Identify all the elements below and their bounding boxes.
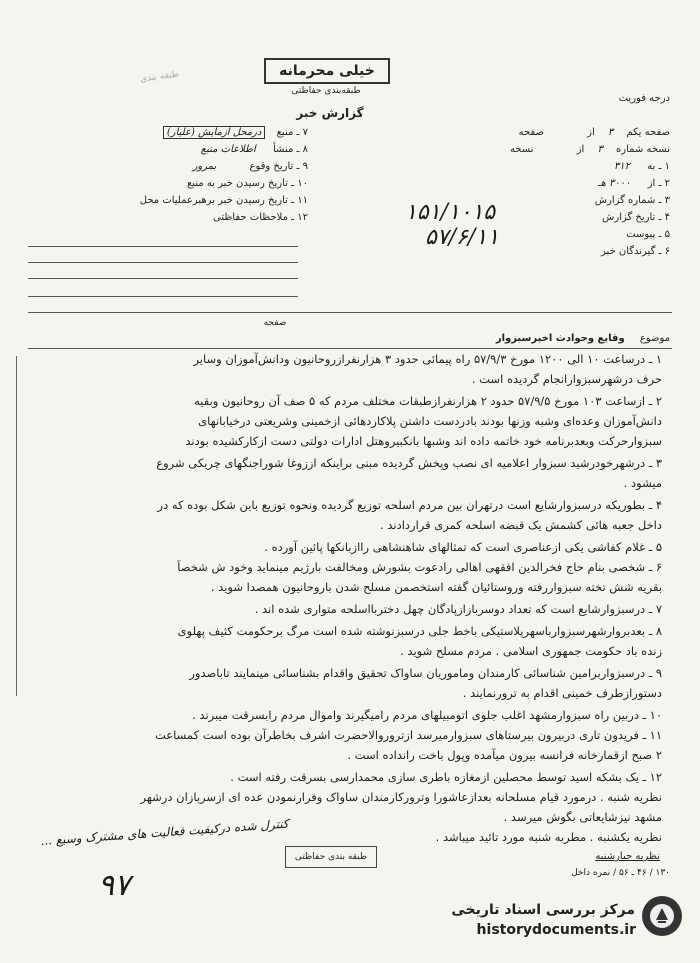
body-line: ۱۲ ـ یک بشکه اسید توسط محصلین ازمغازه باطری سازی محمدارسی بسرقت رفته است . [230, 770, 662, 784]
body-line: زنده باد حکومت جمهوری اسلامی . مردم مسلح شوید . [400, 644, 662, 658]
watermark-logo-icon [642, 896, 682, 936]
field-mid: از [587, 127, 595, 138]
body-line: ۲ صبح ازقمارخانه فرانسه بیرون میآمده وپول باخت رانداده است . [347, 748, 662, 762]
rule-line [28, 348, 672, 349]
body-line: حرف درشهرسبزوارانجام گردیده است . [471, 372, 662, 386]
left-field-row [28, 160, 308, 177]
field-number: ۷ ـ [296, 127, 308, 138]
rule-line [28, 262, 298, 263]
office-caption: طبقه‌بندی حفاظتی [291, 86, 361, 96]
watermark-url: historydocuments.ir [476, 922, 636, 938]
rule-line [28, 312, 672, 313]
field-label: پیوست [626, 229, 656, 240]
subject-value: وقایع وحوادث اخیرسبزوار [495, 333, 625, 344]
right-field-row [400, 177, 670, 194]
field-label: تاریخ گزارش [602, 212, 656, 223]
body-line: ۵ ـ غلام کفاشی یکی ازعناصری است که تمثالهای شاهنشاهی راازبانکها پائین آورده . [264, 540, 662, 554]
field-number: ۹ ـ [296, 161, 308, 172]
body-line: دانش‌آموزان وعده‌ای وشبه وزنها بودند بادردست داشتن پلاکاردهائی ازخمینی وشریعتی درخیابانهای [198, 414, 662, 428]
body-line: ۱۰ ـ دربین راه سبزوارمشهد اغلب جلوی اتومبیلهای مردم رامیگیرند واموال مردم رابسرقت میبرند . [192, 708, 662, 722]
field-label: منبع [276, 127, 294, 138]
signature-label: نظریه جبارشنبه [595, 851, 660, 862]
body-line: سبزوارحرکت وبعدبرنامه خود خاتمه داده اند وشبها بانکبیروهتل ادارات دولتی دست ازکارکشیده بودند [185, 434, 662, 448]
field-label: تاریخ رسیدن خبر به منبع [186, 178, 288, 189]
footer-stamp: طبقه بندی حفاظتی [285, 846, 377, 868]
faint-stamp: طبقه بندی [139, 69, 180, 85]
field-value: ۳۰۰۰ هـ [597, 178, 631, 189]
right-field-row [400, 160, 670, 177]
field-label: به [647, 161, 656, 172]
classification-stamp: خیلی محرمانه [264, 58, 390, 84]
field-label: منشأ [272, 144, 294, 155]
field-number: ۳ ـ [658, 195, 670, 206]
field-value: ۳۱۲ [613, 161, 630, 172]
body-line: بقریه شش تخته سبزواررفته وروستائیان گفته استخصمن مسلح شدن باروحانیون همصدا شوید . [210, 580, 662, 594]
field-label: از [647, 178, 656, 189]
left-fields [28, 126, 308, 228]
body-line: ۶ ـ شخصی بنام حاج فخرالدین افقهی اهالی رادعوت بشورش ومخالفت بارژیم مینماید وخود ش شخصاً [177, 560, 662, 574]
body-line: ۹ ـ درسبزواربرامین شناسائی کارمندان وماموریان ساواک تحقیق واقدام بشناسائی مینمایند تاباصدور [189, 666, 662, 680]
watermark-org-name: مرکز بررسی اسناد تاریخی [451, 902, 635, 918]
body-line: ۸ ـ بعدبروارشهرسبزوارباسهرپلاستیکی باخط جلی درسبزنوشته شده است مرگ برحکومت کثیف پهلوی [177, 624, 662, 638]
field-number: ۶ ـ [658, 246, 670, 257]
field-label: نسخه شماره [616, 144, 670, 155]
field-value: ۳ [597, 144, 603, 155]
field-number: ۱۰ ـ [291, 178, 308, 189]
subject-label: موضوع [639, 333, 670, 344]
rule-line [28, 296, 298, 297]
body-line: ۲ ـ ازساعت ۱۰۳ مورخ ۵۷/۹/۵ حدود ۲ هزارنفرازطبقات مختلف مردم که ۵ صف آن روحانیون وبقیه [194, 394, 662, 408]
margin-mark [16, 356, 23, 696]
field-value: درمحل آزمایش (علیار) [163, 126, 266, 139]
handwritten-note: کنترل شده درکیفیت فعالیت های مشترک وسیع ... [39, 816, 289, 848]
left-field-row [28, 177, 308, 194]
body-line: ۳ ـ درشهرخودرشید سبزوار اعلامیه ای نصب وپخش گردیده مبنی براینکه اززوغا شوراجنگهای چریکی شروع [156, 456, 662, 470]
field-number: ۱۲ ـ [291, 212, 308, 223]
field-label: تاریخ وقوع [249, 161, 294, 172]
body-line: ۱ ـ درساعت ۱۰ الی ۱۲۰۰ مورخ ۵۷/۹/۳ راه پیمائی حدود ۳ هزارنفرازروحانیون ودانش‌آموزان وسایر [193, 352, 662, 366]
priority-label: درجه فوریت [618, 93, 670, 104]
field-number: ۱ ـ [658, 161, 670, 172]
field-number: ۱۱ ـ [291, 195, 308, 206]
right-field-row [400, 126, 670, 143]
field-number: ۸ ـ [296, 144, 308, 155]
left-field-row [28, 126, 308, 143]
left-field-row [28, 143, 308, 160]
body-line: داخل جعبه هائی کشمش یک قبضه اسلحه کمری قراردادند . [380, 518, 662, 532]
field-number: ۲ ـ [658, 178, 670, 189]
body-line: ۱۱ ـ فریدون تاری دربیرون بیرستاهای سبزوارمیرسد ازتروروالاحضرت اشرف بخاطرآن بوده است کمساعت [155, 728, 662, 742]
body-line: دستورازطرف خمینی اقدام به ترورنمایند . [462, 686, 662, 700]
bottom-code: ۱۳۰ / ۴۶ ـ ۵۶ / نمره داخل [571, 868, 670, 878]
field-number: ۵ ـ [658, 229, 670, 240]
field-label: صفحه یکم [626, 127, 670, 138]
body-line: مشهد نیزشایعاتی بگوش میرسد . [503, 810, 662, 824]
field-value: بمرور [192, 161, 217, 172]
field-number: ۴ ـ [658, 212, 670, 223]
body-line: نظریه شنبه . درمورد قیام مسلحانه بعدازعاشورا وترورکارمندان ساواک وفرارنمودن عده ای ازسربازان درشهر [140, 790, 662, 804]
body-line: میشود . [623, 476, 662, 490]
body-line: نظریه یکشنبه . مطربه شنبه مورد تائید میباشد . [435, 830, 662, 844]
field-suffix: صفحه [518, 127, 544, 138]
field-value: اطلاعات منبع [200, 144, 256, 155]
body-line: ۴ ـ بطوریکه درسبزوارشایع است درتهران بین مردم اسلحه توزیع گردیده ونحوه توزیع باین شکل بوده که در [157, 498, 662, 512]
field-label: شماره گزارش [594, 195, 656, 206]
body-line: ۷ ـ درسبزوارشایع است که تعداد دوسربازازپادگان چهل دختربااسلحه متواری شده اند . [254, 602, 662, 616]
page-number: ۹۷ [98, 868, 131, 903]
field-label: ملاحظات حفاظتی [213, 212, 288, 223]
rule-line [28, 278, 298, 279]
page-mark: صفحه [263, 318, 287, 328]
left-field-row [28, 194, 308, 211]
field-value: ۳ [607, 127, 614, 138]
field-label: گیرندگان خبر [600, 246, 656, 257]
handwritten-report-number: ۱۵۱/۱۰۱۵ [405, 200, 496, 225]
field-label: تاریخ رسیدن خبر برهبرعملیات محل [139, 195, 288, 206]
field-mid: از [576, 144, 585, 155]
report-title: گزارش خبر [296, 106, 364, 120]
field-suffix: نسخه [509, 144, 534, 155]
rule-line [28, 246, 298, 247]
right-field-row [400, 143, 670, 160]
handwritten-report-date: ۵۷/۶/۱۱ [425, 225, 499, 250]
left-field-row [28, 211, 308, 228]
subject-row [30, 332, 670, 346]
